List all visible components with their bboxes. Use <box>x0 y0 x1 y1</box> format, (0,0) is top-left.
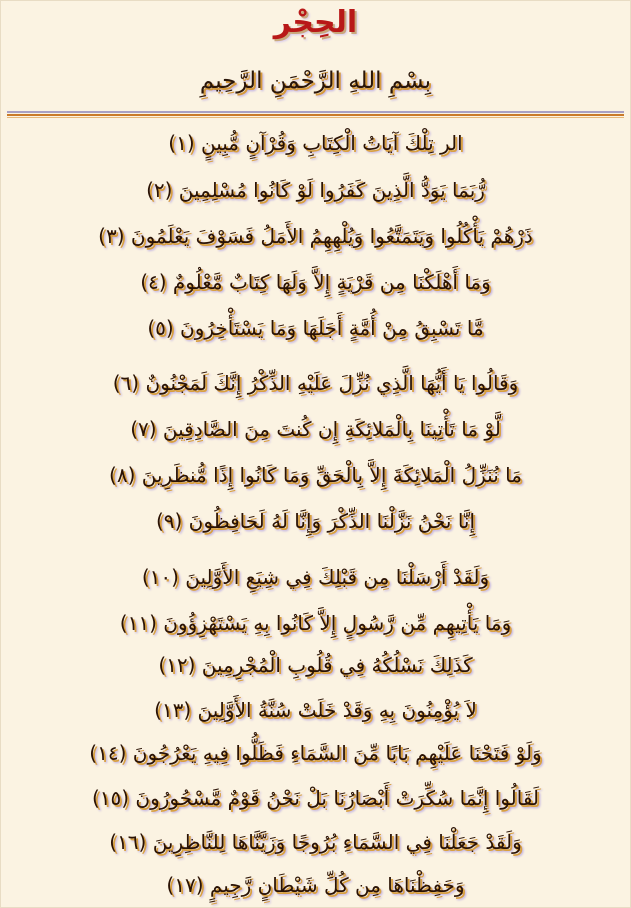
decorative-divider <box>7 111 624 119</box>
verse-line: وَلَوْ فَتَحْنَا عَلَيْهِم بَابًا مِّنَ السَّمَاءِ فَظَلُّوا فِيهِ يَعْرُجُونَ (١٤) <box>89 741 542 765</box>
verse-line: لَقَالُوا إِنَّمَا سُكِّرَتْ أَبْصَارُنَا بَلْ نَحْنُ قَوْمٌ مَّسْحُورُونَ (١٥) <box>91 786 540 810</box>
verse-line: وَلَقَدْ جَعَلْنَا فِي السَّمَاءِ بُرُوجًا وَزَيَّنَّاهَا لِلنَّاظِرِينَ (١٦) <box>109 830 522 854</box>
verse-line: وَحَفِظْنَاهَا مِن كُلِّ شَيْطَانٍ رَّجِيمٍ (١٧) <box>166 873 465 897</box>
verse-line: وَقَالُوا يَا أَيُّهَا الَّذِي نُزِّلَ عَلَيْهِ الذِّكْرُ إِنَّكَ لَمَجْنُونٌ (٦) <box>112 371 519 395</box>
verse-line: لَّوْ مَا تَأْتِينَا بِالْمَلائِكَةِ إِن كُنتَ مِنَ الصَّادِقِينَ (٧) <box>130 417 501 441</box>
verse-line: وَلَقَدْ أَرْسَلْنَا مِن قَبْلِكَ فِي شِيَعِ الأَوَّلِينَ (١٠) <box>141 565 490 589</box>
basmala: بِسْمِ اللهِ الرَّحْمَنِ الرَّحِيمِ <box>199 68 432 94</box>
verse-line: رُّبَمَا يَوَدُّ الَّذِينَ كَفَرُوا لَوْ كَانُوا مُسْلِمِينَ (٢) <box>146 178 485 202</box>
verse-line: لاَ يُؤْمِنُونَ بِهِ وَقَدْ خَلَتْ سُنَّةُ الأَوَّلِينَ (١٣) <box>154 698 477 722</box>
verse-line: مَا نُنَزِّلُ الْمَلائِكَةَ إِلاَّ بِالْحَقِّ وَمَا كَانُوا إِذًا مُّنظَرِينَ (٨) <box>109 463 522 487</box>
verse-line: ذَرْهُمْ يَأْكُلُوا وَيَتَمَتَّعُوا وَيُلْهِهِمُ الأَمَلُ فَسَوْفَ يَعْلَمُونَ (٣) <box>98 224 533 248</box>
verse-line: الر تِلْكَ آيَاتُ الْكِتَابِ وَقُرْآنٍ مُّبِينٍ (١) <box>168 131 463 155</box>
verse-line: كَذَلِكَ نَسْلُكُهُ فِي قُلُوبِ الْمُجْرِمِينَ (١٢) <box>158 653 473 677</box>
divider-line <box>7 111 624 113</box>
divider-line <box>7 114 624 116</box>
verse-line: مَّا تَسْبِقُ مِنْ أُمَّةٍ أَجَلَهَا وَمَا يَسْتَأْخِرُونَ (٥) <box>147 316 484 340</box>
surah-title: الحِجْر <box>273 5 358 40</box>
verse-line: وَمَا أَهْلَكْنَا مِن قَرْيَةٍ إِلاَّ وَلَهَا كِتَابٌ مَّعْلُومٌ (٤) <box>140 270 491 294</box>
verse-line: إِنَّا نَحْنُ نَزَّلْنَا الذِّكْرَ وَإِنَّا لَهُ لَحَافِظُونَ (٩) <box>155 509 476 533</box>
divider-line <box>7 117 624 118</box>
verse-line: وَمَا يَأْتِيهِم مِّن رَّسُولٍ إِلاَّ كَانُوا بِهِ يَسْتَهْزِؤُونَ (١١) <box>119 611 512 635</box>
